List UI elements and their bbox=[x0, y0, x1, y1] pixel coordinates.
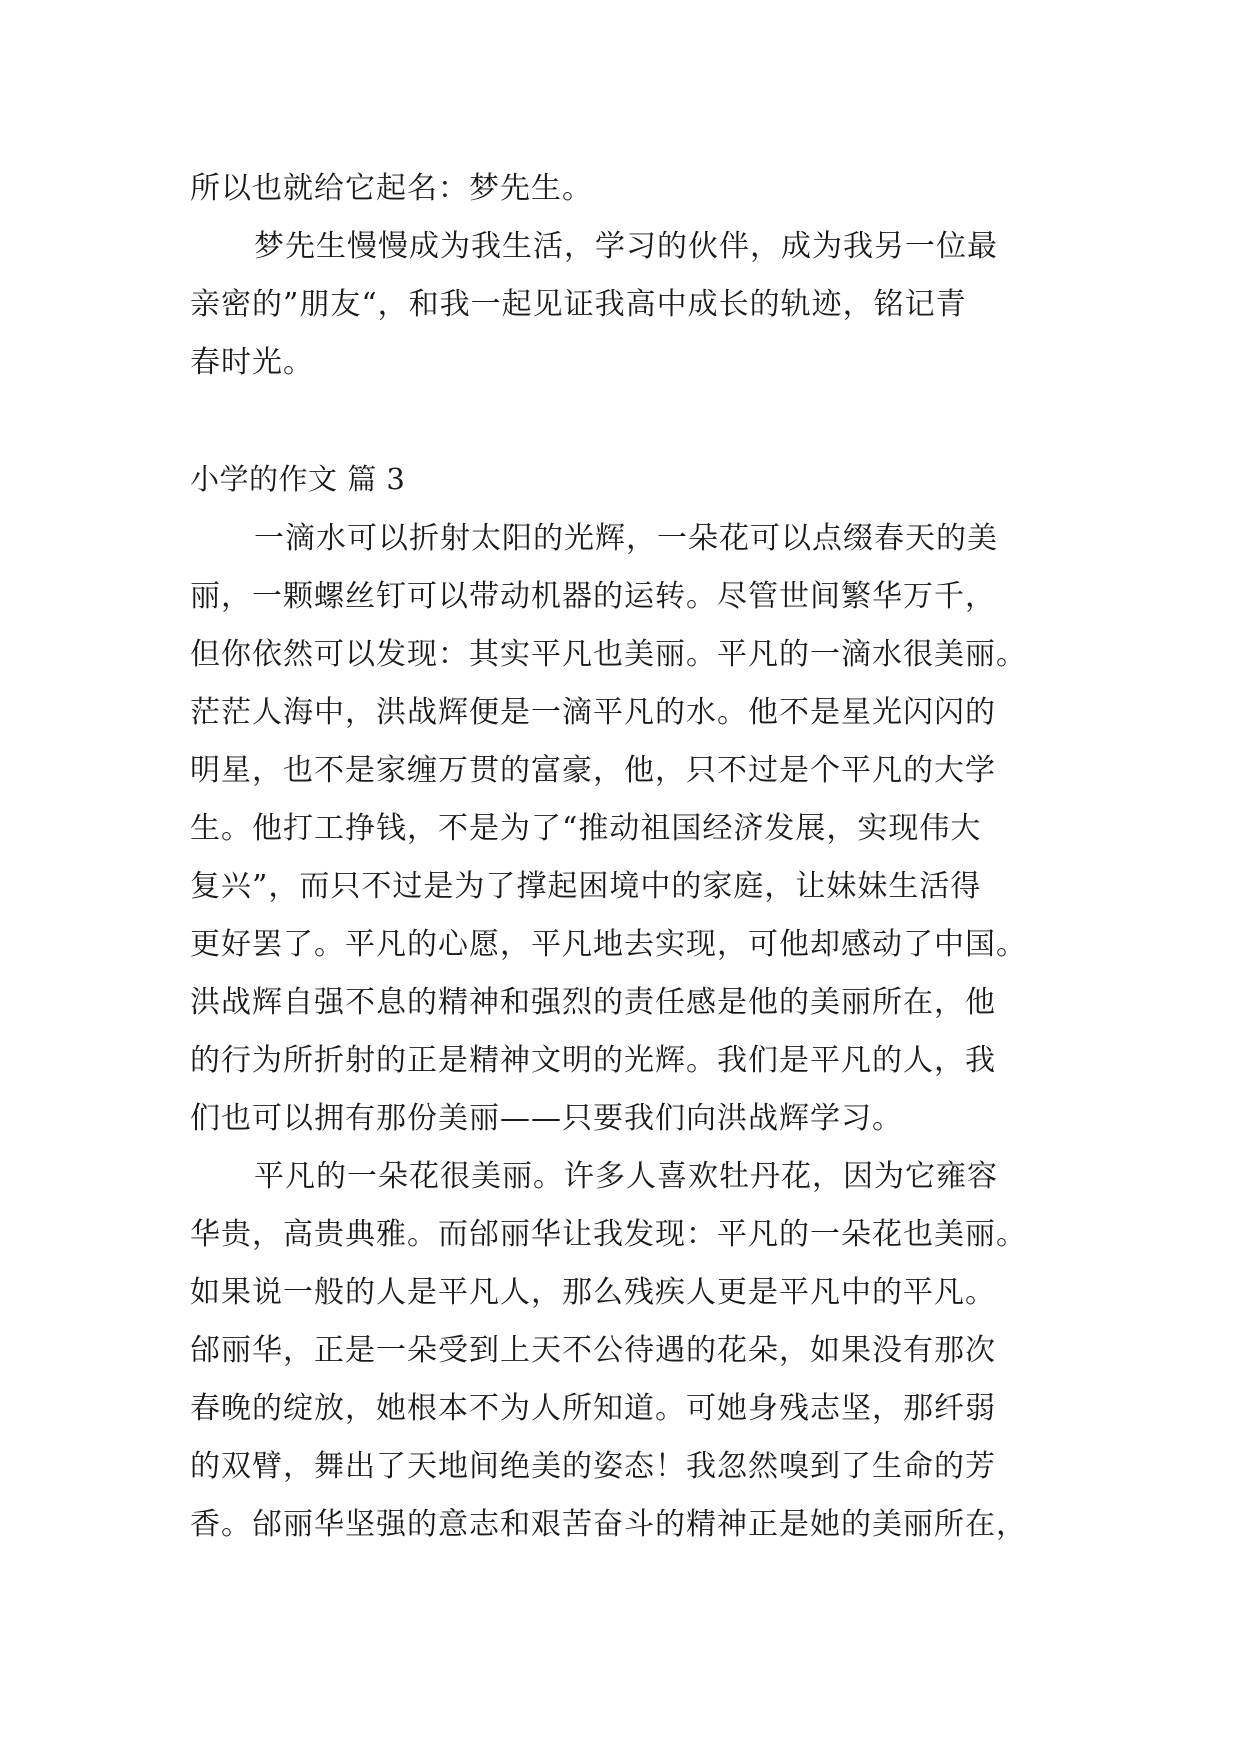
text-line: 但你依然可以发现：其实平凡也美丽。平凡的一滴水很美丽。 bbox=[190, 637, 1027, 672]
text-line: 生。他打工挣钱，不是为了“推动祖国经济发展，实现伟大 bbox=[190, 811, 982, 846]
text-line: 茫茫人海中，洪战辉便是一滴平凡的水。他不是星光闪闪的 bbox=[190, 695, 996, 730]
text-line: 梦先生慢慢成为我生活，学习的伙伴，成为我另一位最 bbox=[254, 229, 998, 264]
text-line: 洪战辉自强不息的精神和强烈的责任感是他的美丽所在，他 bbox=[190, 985, 996, 1020]
text-line: 邰丽华，正是一朵受到上天不公待遇的花朵，如果没有那次 bbox=[190, 1333, 996, 1368]
text-line: 明星，也不是家缠万贯的富豪，他，只不过是个平凡的大学 bbox=[190, 753, 996, 788]
text-line: 香。邰丽华坚强的意志和艰苦奋斗的精神正是她的美丽所在， bbox=[190, 1507, 1027, 1542]
paragraph-2 bbox=[190, 218, 1050, 392]
paragraph-3 bbox=[190, 510, 1050, 1148]
text-line: 平凡的一朵花很美丽。许多人喜欢牡丹花，因为它雍容 bbox=[254, 1159, 998, 1194]
text-line: 的行为所折射的正是精神文明的光辉。我们是平凡的人，我 bbox=[190, 1043, 996, 1078]
text-line: 亲密的”朋友“，和我一起见证我高中成长的轨迹，铭记青 bbox=[190, 287, 967, 322]
paragraph-4 bbox=[190, 1148, 1050, 1554]
text-line: 们也可以拥有那份美丽——只要我们向洪战辉学习。 bbox=[190, 1101, 903, 1136]
text-line: 更好罢了。平凡的心愿，平凡地去实现，可他却感动了中国。 bbox=[190, 927, 1027, 962]
section-heading: 小学的作文 篇 3 bbox=[190, 462, 406, 496]
text-line: 春时光。 bbox=[190, 345, 314, 380]
paragraph-1 bbox=[190, 160, 1050, 218]
text-line: 一滴水可以折射太阳的光辉，一朵花可以点缀春天的美 bbox=[254, 521, 998, 556]
text-line: 华贵，高贵典雅。而邰丽华让我发现：平凡的一朵花也美丽。 bbox=[190, 1217, 1027, 1252]
text-line: 丽，一颗螺丝钉可以带动机器的运转。尽管世间繁华万千， bbox=[190, 579, 996, 614]
text-line: 所以也就给它起名：梦先生。 bbox=[190, 171, 593, 206]
text-line: 春晚的绽放，她根本不为人所知道。可她身残志坚，那纤弱 bbox=[190, 1391, 996, 1426]
text-line: 如果说一般的人是平凡人，那么残疾人更是平凡中的平凡。 bbox=[190, 1275, 996, 1310]
document-page bbox=[190, 160, 1050, 1554]
text-line: 的双臂，舞出了天地间绝美的姿态！我忽然嗅到了生命的芳 bbox=[190, 1449, 996, 1484]
section-spacer bbox=[190, 392, 1050, 448]
text-line: 复兴”，而只不过是为了撑起困境中的家庭，让妹妹生活得 bbox=[190, 869, 982, 904]
